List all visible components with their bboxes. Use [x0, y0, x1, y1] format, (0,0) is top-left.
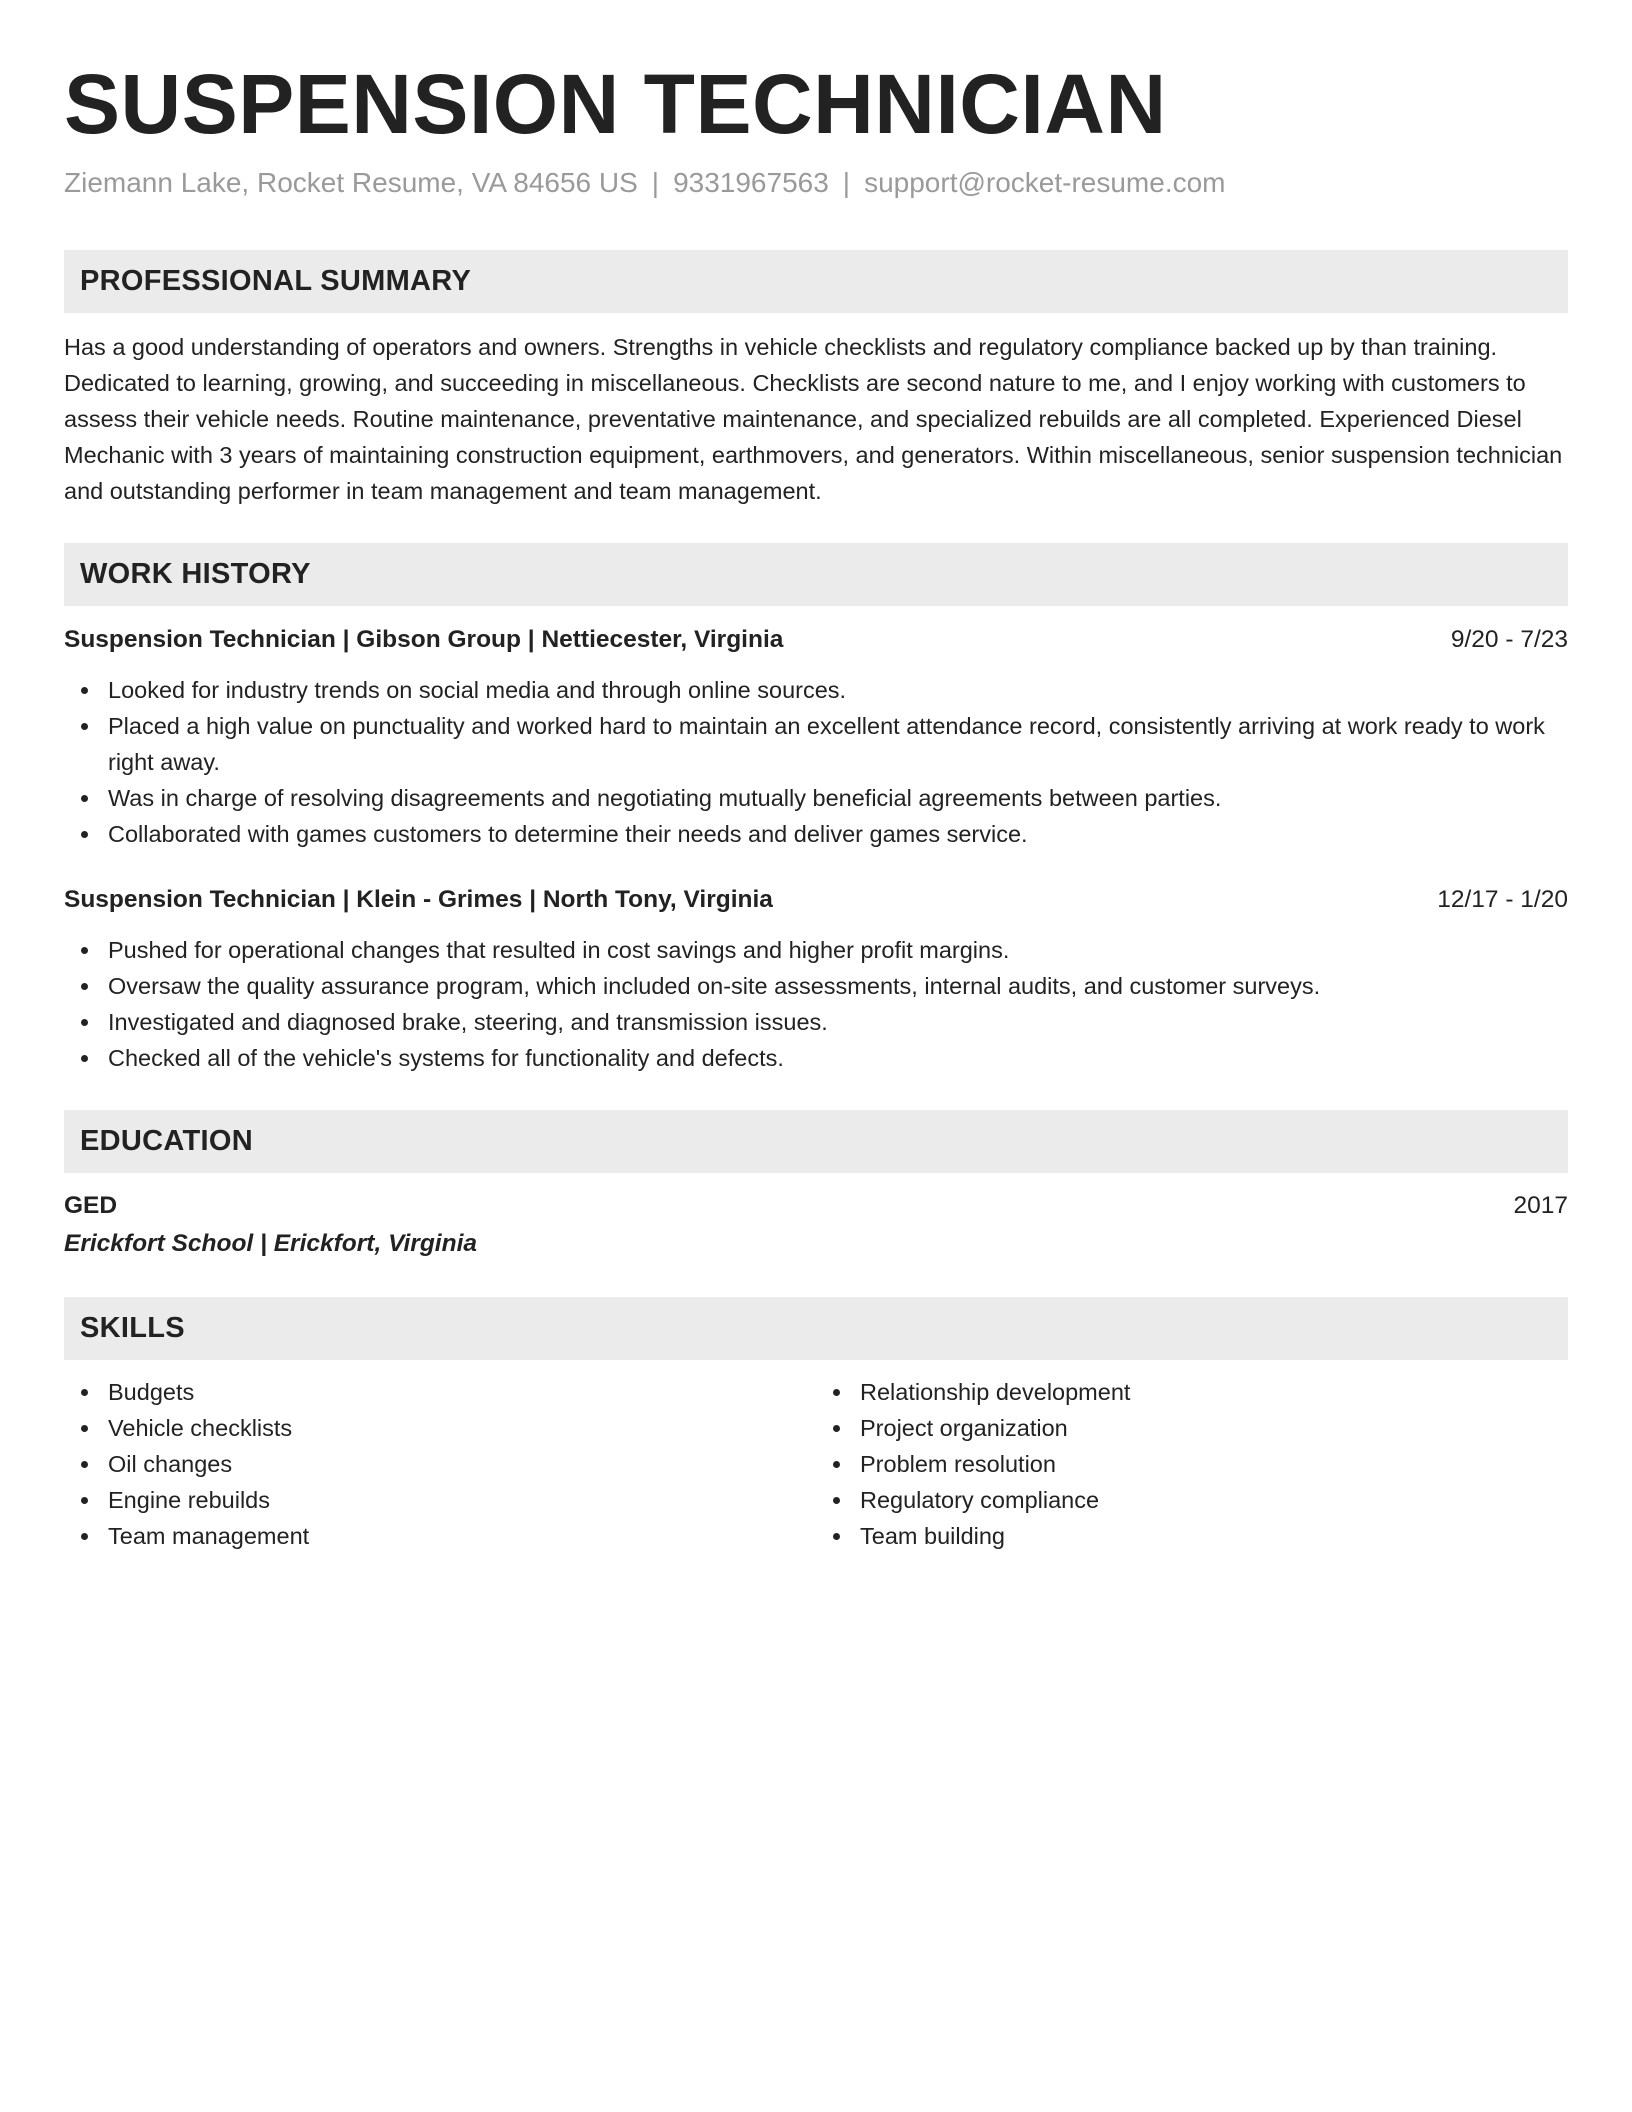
skill-item: Project organization: [860, 1410, 1568, 1446]
summary-heading: PROFESSIONAL SUMMARY: [64, 250, 1568, 313]
contact-line: [64, 164, 1568, 202]
job-title: Suspension Technician | Klein - Grimes | North Tony, Virginia: [64, 886, 773, 913]
job-duty: Looked for industry trends on social media and through online sources.: [108, 672, 1568, 708]
work-history-heading: WORK HISTORY: [64, 543, 1568, 606]
job-duty: Investigated and diagnosed brake, steering, and transmission issues.: [108, 1004, 1568, 1040]
education-school: Erickfort School | Erickfort, Virginia: [64, 1230, 478, 1257]
contact-address: Ziemann Lake, Rocket Resume, VA 84656 US: [64, 167, 638, 198]
candidate-name: SUSPENSION TECHNICIAN: [64, 57, 1167, 151]
contact-separator: |: [651, 167, 660, 198]
skill-item: Team building: [860, 1518, 1568, 1554]
education-entry: [64, 1187, 1568, 1263]
job-duty: Collaborated with games customers to determine their needs and deliver games service.: [108, 816, 1568, 852]
skill-item: Team management: [108, 1518, 816, 1554]
skill-item: Regulatory compliance: [860, 1482, 1568, 1518]
job-header: [64, 880, 1568, 920]
contact-phone: 9331967563: [673, 167, 829, 198]
skills-column-left: [64, 1374, 816, 1554]
job-duties: [64, 932, 1568, 1076]
education-heading: EDUCATION: [64, 1110, 1568, 1173]
education-year: 2017: [1513, 1192, 1568, 1219]
skills-column-right: [816, 1374, 1568, 1554]
summary-text: Has a good understanding of operators and owners. Strengths in vehicle checklists and regulatory compliance backed up by than training. Dedicated to learning, growing, and succeeding in miscellaneous. Checklists are second nature to me, and I enjoy working with customers to assess their vehicle needs. Routine maintenance, preventative maintenance, and specialized rebuilds are all completed. Experienced Diesel Mechanic with 3 years of maintaining construction equipment, earthmovers, and generators. Within miscellaneous, senior suspension technician and outstanding performer in team management and team management.: [64, 334, 1563, 504]
skill-item: Vehicle checklists: [108, 1410, 816, 1446]
job-dates: 9/20 - 7/23: [1450, 626, 1568, 653]
contact-separator: |: [842, 167, 851, 198]
skill-item: Oil changes: [108, 1446, 816, 1482]
education-degree: GED: [64, 1192, 118, 1219]
skills-list: [64, 1374, 1568, 1554]
job-entry: [64, 880, 1568, 1076]
skill-item: Engine rebuilds: [108, 1482, 816, 1518]
job-duties: [64, 672, 1568, 852]
job-entry: [64, 620, 1568, 852]
skill-item: Problem resolution: [860, 1446, 1568, 1482]
job-dates: 12/17 - 1/20: [1437, 886, 1568, 913]
skills-heading: SKILLS: [64, 1297, 1568, 1360]
contact-email: support@rocket-resume.com: [864, 167, 1226, 198]
skill-item: Budgets: [108, 1374, 816, 1410]
job-title: Suspension Technician | Gibson Group | Nettiecester, Virginia: [64, 626, 784, 653]
job-duty: Was in charge of resolving disagreements and negotiating mutually beneficial agreements between parties.: [108, 780, 1568, 816]
education-header: [64, 1187, 1568, 1225]
job-duty: Pushed for operational changes that resulted in cost savings and higher profit margins.: [108, 932, 1568, 968]
job-duty: Placed a high value on punctuality and worked hard to maintain an excellent attendance record, consistently arriving at work ready to work right away.: [108, 708, 1568, 780]
job-duty: Oversaw the quality assurance program, which included on-site assessments, internal audits, and customer surveys.: [108, 968, 1568, 1004]
skill-item: Relationship development: [860, 1374, 1568, 1410]
job-header: [64, 620, 1568, 660]
job-duty: Checked all of the vehicle's systems for functionality and defects.: [108, 1040, 1568, 1076]
